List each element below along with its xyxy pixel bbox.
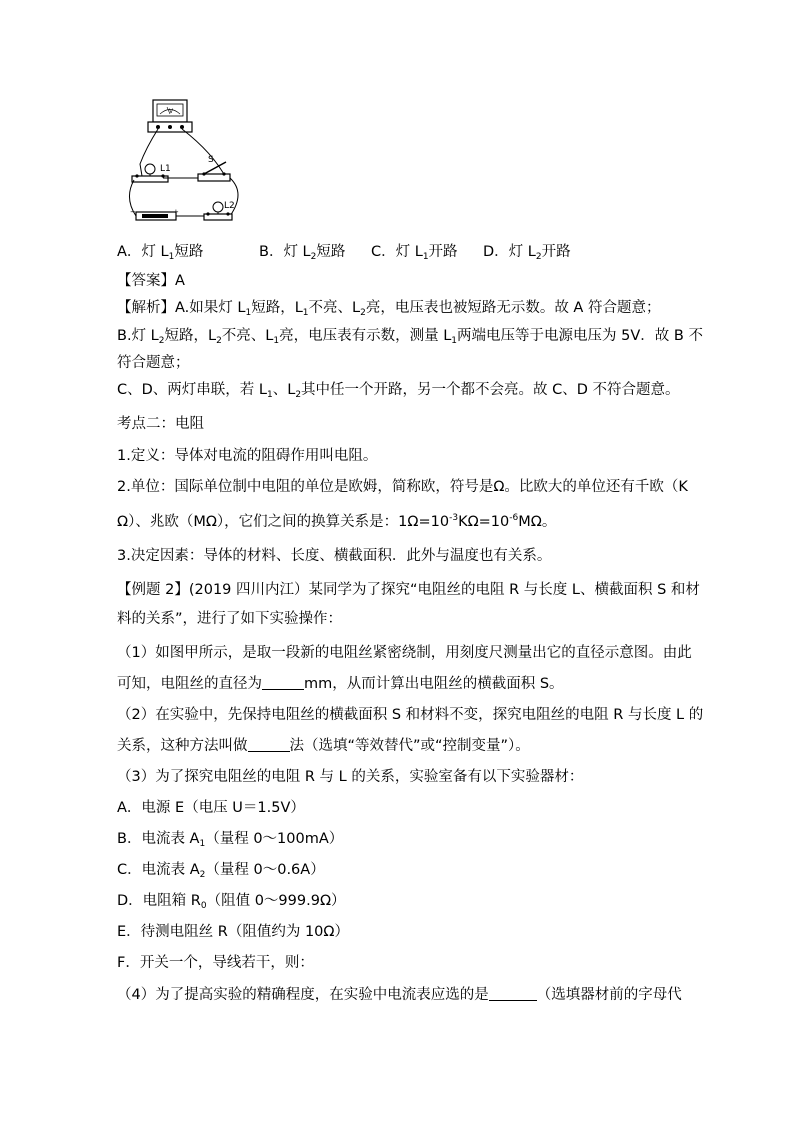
answer-blank-1[interactable] (262, 675, 304, 690)
option-b: B．灯 $L_2$短路 (259, 244, 346, 262)
question-3-line: （3）为了探究电阻丝的电阻 R 与 L 的关系，实验室备有以下实验器材： (117, 769, 584, 785)
options-row (117, 242, 571, 262)
analysis-line-4: C、D、两灯串联，若 $L_1$、$L_2$其中任一个开路，另一个都不会亮。故 C、D 不符合题意。 (117, 382, 680, 400)
example-line-2: 料的关系”，进行了如下实验操作： (117, 611, 343, 627)
question-2-line-2: 关系，这种方法叫做 法（选填“等效替代”或“控制变量”）。 (117, 738, 530, 754)
equipment-e: E．待测电阻丝 R（阻值约为 10Ω） (117, 924, 349, 940)
definition-line: 1.定义：导体对电流的阻碍作用叫电阻。 (117, 448, 378, 464)
equipment-c: C．电流表 $A_2$（量程 0～0.6A） (117, 862, 325, 880)
unit-line-2: Ω）、兆欧（MΩ），它们之间的换算关系是：$1\Omega=10^{-3}K\Omega=10^{-6}M\Omega$。 (117, 513, 557, 530)
question-1-line-1: （1）如图甲所示，是取一段新的电阻丝紧密绕制，用刻度尺测量出它的直径示意图。由此 (117, 645, 692, 661)
answer-value: A (175, 273, 185, 289)
voltmeter-icon (148, 100, 192, 132)
voltmeter-label: V (169, 108, 174, 115)
switch-icon (198, 162, 230, 181)
lamp-l2-label: L2 (224, 201, 235, 211)
answer-line (117, 271, 185, 291)
equipment-a: A．电源 E（电压 U＝1.5V） (117, 800, 305, 816)
option-d: D．灯 $L_2$开路 (483, 244, 571, 262)
analysis-line-3: 符合题意； (117, 355, 190, 371)
svg-text:+: + (173, 208, 179, 216)
lamp-l1-label: L1 (160, 164, 171, 174)
unit-line-1: 2.单位：国际单位制中电阻的单位是欧姆，简称欧，符号是Ω。比欧大的单位还有千欧（K (117, 479, 688, 495)
question-4-line: （4）为了提高实验的精确程度，在实验中电流表应选的是 （选填器材前的字母代 (117, 987, 682, 1003)
section-title: 考点二：电阻 (117, 416, 204, 432)
answer-label: 【答案】 (117, 273, 175, 289)
equipment-b: B．电流表 $A_1$（量程 0～100mA） (117, 831, 344, 849)
factors-line: 3.决定因素：导体的材料、长度、横截面积．此外与温度也有关系。 (117, 548, 552, 564)
option-a: A．灯 $L_1$短路 (117, 244, 204, 262)
battery-icon (130, 208, 179, 220)
question-2-line-1: （2）在实验中，先保持电阻丝的横截面积 S 和材料不变，探究电阻丝的电阻 R 与长度 L 的 (117, 707, 704, 723)
answer-blank-4[interactable] (489, 986, 537, 1001)
example-line-1: 【例题 2】(2019 四川内江）某同学为了探究“电阻丝的电阻 R 与长度 L、横截面积 S 和材 (117, 582, 700, 598)
svg-text:−: − (130, 208, 136, 216)
analysis-line-2: B.灯 $L_2$短路，$L_2$不亮、$L_1$亮，电压表有示数，测量 $L_1$两端电压等于电源电压为 5V．故 B 不 (117, 328, 703, 346)
analysis-line-1: 【解析】A.如果灯 $L_1$短路，$L_1$不亮、$L_2$亮，电压表也被短路无示数。故 A 符合题意； (117, 300, 661, 318)
question-1-line-2: 可知，电阻丝的直径为 mm，从而计算出电阻丝的横截面积 S。 (117, 676, 564, 692)
circuit-diagram (118, 98, 258, 230)
equipment-f: F．开关一个，导线若干，则： (117, 955, 314, 971)
switch-label: S (208, 155, 214, 165)
option-c: C．灯 $L_1$开路 (371, 244, 458, 262)
answer-blank-2[interactable] (248, 737, 290, 752)
equipment-d: D．电阻箱 $R_0$（阻值 0～999.9Ω） (117, 893, 346, 911)
